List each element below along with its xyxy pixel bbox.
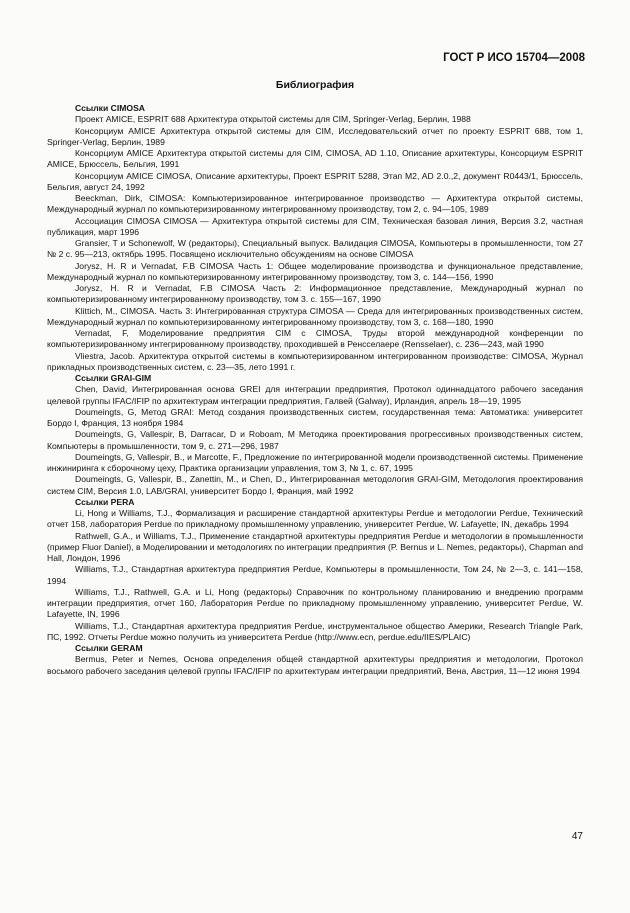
reference-item: Doumeingts, G, Vallespir, B, Darracar, D и Roboam, M Методика проектирования прогрессивных производственных систем, Компьютеры в промышленности, том 9, с. 271—296, 1987	[47, 429, 583, 451]
reference-item: Ассоциация CIMOSA CIMOSA — Архитектура открытой системы для CIM, Техническая базовая линия, Версия 3.2, частная публикация, март 1996	[47, 215, 583, 237]
section-heading-grai-gim: Ссылки GRAI-GIM	[75, 373, 152, 383]
reference-item: Консорциум AMICE Архитектура открытой системы для CIM, Исследовательский отчет по проекту ESPRIT 688, том 1, Springer-Verlag, Берлин, 1989	[47, 125, 583, 147]
reference-item: Vliestra, Jacob. Архитектура открытой системы в компьютеризированном интегрированном производстве: CIMOSA, Журнал прикладных производственных систем, с. 23—35, лето 1991 г.	[47, 350, 583, 372]
reference-item: Jorysz, H. R и Vernadat, F.B CIMOSA Часть 2: Информационное представление, Международный журнал по компьютеризированному интегрированному производству, том 3. с. 155—167, 1990	[47, 283, 583, 305]
reference-item: Gransier, T и Schonewolf, W (редакторы), Специальный выпуск. Валидация CIMOSA, Компьютеры в промышленности, том 27 № 2 с. 95—213, октябрь 1995. Посвящено исключительно обсуждениям на основе CIMOSA	[47, 238, 583, 260]
reference-item: Doumeingts, G, Vallespir, B., и Marcotte, F., Предложение по интегрированной модели производственной системы. Применение инжиниринга к сборочному цеху, Практика организации управления, том 3, № 1, с. 67, 1995	[47, 451, 583, 473]
reference-item: Chen, David, Интегрированная основа GREI для интеграции предприятия, Протокол одиннадцатого рабочего заседания целевой группы IFAC/IFIP по архитектурам интеграции предприятия, Галвей (Galway), Ирландия, апрель 18—19, 1995	[47, 384, 583, 406]
reference-item: Проект AMICE, ESPRIT 688 Архитектура открытой системы для CIM, Springer-Verlag, Берлин, 1988	[75, 114, 471, 125]
reference-item: Bermus, Peter и Nemes, Основа определения общей стандартной архитектуры предприятия и методологии, Протокол восьмого рабочего заседания целевой группы IFAC/IFIP по архитектурам интеграции предприятий, Вена, Австрия, 11—12 июня 1994	[47, 654, 583, 676]
bibliography-body	[47, 103, 583, 677]
reference-item: Vernadat, F, Моделирование предприятия CIM с CIMOSA, Труды второй международной конференции по компьютеризированному интегрированному производству, проходившей в Ренсселаере (Rensselaer), с. 236—243, май 1990	[47, 328, 583, 350]
reference-item: Williams, T.J., Rathwell, G.A. и Li, Hong (редакторы) Справочник по контрольному планированию и внедрению программ интеграции предприятия, отчет 160, Лаборатория Perdue по прикладному промышленному управлению, университет Perdue, W. Lafayette, IN, 1996	[47, 586, 583, 620]
section-heading-pera: Ссылки PERA	[75, 496, 135, 507]
reference-item: Beeckman, Dirk, CIMOSA: Компьютеризированное интегрированное производство — Архитектура открытой системы, Международный журнал по компьютеризированному интегрированному производству, том 2, с. 94—105, 1989	[47, 193, 583, 215]
reference-item: Williams, T.J., Стандартная архитектура предприятия Perdue, инструментальное общество Америки, Research Triangle Park, ПС, 1992. Отчеты Perdue можно получить из университета Perdue (http://www.ecn, perdue.edu/IIES/PLAIC)	[47, 620, 583, 642]
reference-item: Williams, T.J., Стандартная архитектура предприятия Perdue, Компьютеры в промышленности, Том 24, № 2—3, с. 141—158, 1994	[47, 564, 583, 586]
page-number: 47	[571, 831, 583, 842]
reference-item: Jorysz, H. R и Vernadat, F.B CIMOSA Часть 1: Общее моделирование производства и функциональное представление, Международный журнал по компьютеризированному интегрированному производству, том 3, с. 144—156, 1990	[47, 260, 583, 282]
reference-item: Doumeingts, G, Метод GRAI: Метод создания производственных систем, государственная тема: Автоматика: университет Бордо I, Франция, 13 ноября 1984	[47, 406, 583, 428]
reference-item: Консорциум AMICE Архитектура открытой системы для CIM, CIMOSA, AD 1.10, Описание архитектуры, Консорциум ESPRIT AMICE, Брюссель, Бельгия, 1991	[47, 148, 583, 170]
reference-item: Doumeingts, G, Vallespir, B., Zanettin, M., и Chen, D., Интегрированная методология GRAI-GIM, Методология проектирования систем CIM, Версия 1.0, LAB/GRAI, университет Бордо I, Франция, май 1992	[47, 474, 583, 496]
reference-item: Li, Hong и Williams, T.J., Формализация и расширение стандартной архитектуры Perdue и методологии Perdue, Технический отчет 158, лаборатория Perdue по прикладному промышленному управлению, университет Perdue, W. Lafayette, IN, декабрь 1994	[47, 508, 583, 530]
reference-item: Klittich, M., CIMOSA. Часть 3: Интегрированная структура CIMOSA — Среда для интегрированных производственных систем, Международный журнал по компьютеризированному интегрированному производству, том 3, с. 168—180, 1990	[47, 305, 583, 327]
page-title: Библиография	[275, 79, 355, 91]
section-heading-geram: Ссылки GERAM	[75, 643, 143, 653]
document-id-header: ГОСТ Р ИСО 15704—2008	[443, 52, 585, 64]
reference-item: Rathwell, G.A., и Williams, T.J., Применение стандартной архитектуры предприятия Perdue и методологии в промышленности (пример Fluor Daniel), в Моделировании и методологиях по интеграции предприятия (P. Bernus и L. Nemes, редакторы), Chapman and Hall, Лондон, 1996	[47, 530, 583, 563]
section-heading-cimosa: Ссылки CIMOSA	[75, 103, 146, 113]
reference-item: Консорциум AMICE CIMOSA, Описание архитектуры, Проект ESPRIT 5288, Этап M2, AD 2.0.,2, документ R0443/1, Брюссель, Бельгия, август 24, 1992	[47, 170, 583, 192]
